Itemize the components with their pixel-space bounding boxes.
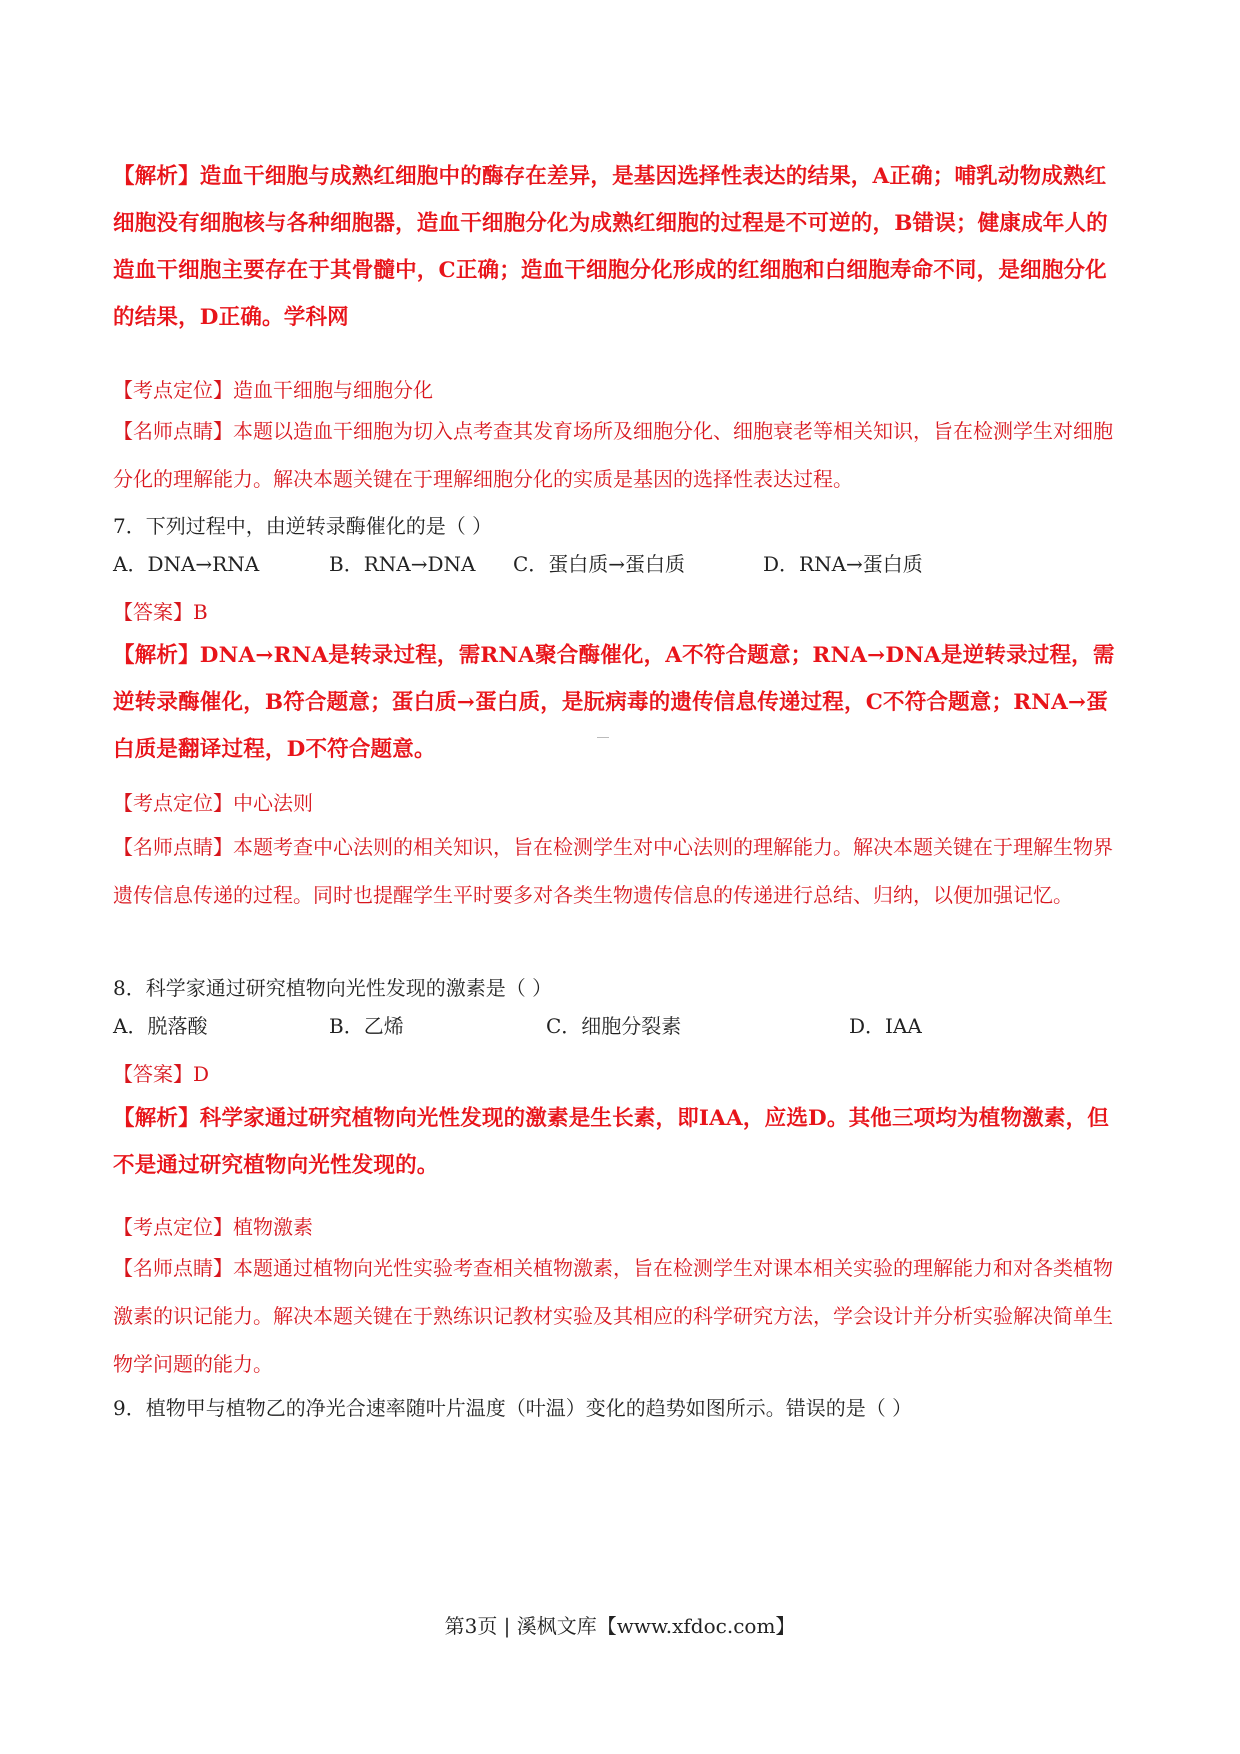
mingshi-tag: 【名师点睛】 (113, 835, 233, 859)
q7-question-block (113, 502, 1128, 550)
kaodian-tag: 【考点定位】 (113, 791, 233, 815)
q8-options (113, 1010, 1128, 1054)
answer-tag: 【答案】 (113, 1062, 193, 1086)
answer-tag: 【答案】 (113, 600, 193, 624)
mingshi-tag: 【名师点睛】 (113, 419, 233, 443)
q7-question: 7．下列过程中，由逆转录酶催化的是（ ） (113, 514, 493, 538)
q7-answer (113, 588, 1128, 636)
q8-option-d: D．IAA (849, 1014, 922, 1038)
q8-option-b: B．乙烯 (329, 1014, 404, 1038)
mingshi-tag: 【名师点睛】 (113, 1256, 233, 1280)
divider-mark (597, 737, 609, 738)
q7-option-a: A．DNA→RNA (113, 552, 260, 576)
q8-analysis-block (113, 1095, 1128, 1189)
q7-analysis: 【解析】DNA→RNA是转录过程，需RNA聚合酶催化，A不符合题意；RNA→DNA是逆转录过程，需逆转录酶催化，B符合题意；蛋白质→蛋白质，是朊病毒的遗传信息传递过程，C不符合题意；RNA→蛋白质是翻译过程，D不符合题意。 (113, 643, 1115, 762)
q8-analysis: 【解析】科学家通过研究植物向光性发现的激素是生长素，即IAA，应选D。其他三项均为植物激素，但不是通过研究植物向光性发现的。 (113, 1106, 1109, 1178)
q6-analysis: 【解析】造血干细胞与成熟红细胞中的酶存在差异，是基因选择性表达的结果，A正确；哺乳动物成熟红细胞没有细胞核与各种细胞器，造血干细胞分化为成熟红细胞的过程是不可逆的，B错误；健康成年人的造血干细胞主要存在于其骨髓中，C正确；造血干细胞分化形成的红细胞和白细胞寿命不同，是细胞分化的结果，D正确。学科网 (113, 164, 1108, 330)
q6-mingshi (113, 407, 1128, 503)
kaodian-text: 造血干细胞与细胞分化 (233, 378, 433, 402)
q7-option-c: C．蛋白质→蛋白质 (513, 552, 686, 576)
answer-value: B (193, 600, 208, 624)
q8-answer (113, 1050, 1128, 1098)
q8-option-c: C．细胞分裂素 (546, 1014, 682, 1038)
q8-option-a: A．脱落酸 (113, 1014, 208, 1038)
q7-option-d: D．RNA→蛋白质 (763, 552, 923, 576)
kaodian-tag: 【考点定位】 (113, 1215, 233, 1239)
q7-mingshi (113, 823, 1128, 919)
q9-question-block (113, 1384, 1128, 1432)
q7-kaodian (113, 779, 1128, 827)
q8-question: 8．科学家通过研究植物向光性发现的激素是（ ） (113, 976, 553, 1000)
mingshi-text: 本题以造血干细胞为切入点考查其发育场所及细胞分化、细胞衰老等相关知识，旨在检测学生对细胞分化的理解能力。解决本题关键在于理解细胞分化的实质是基因的选择性表达过程。 (113, 419, 1113, 491)
q8-question-block (113, 964, 1128, 1012)
q7-analysis-block (113, 632, 1128, 773)
kaodian-text: 植物激素 (233, 1215, 313, 1239)
page-footer: 第3页 | 溪枫文库【www.xfdoc.com】 (444, 1614, 796, 1638)
q7-option-b: B．RNA→DNA (329, 552, 476, 576)
q7-options (113, 548, 1128, 592)
q8-mingshi (113, 1244, 1128, 1388)
kaodian-text: 中心法则 (233, 791, 313, 815)
mingshi-text: 本题考查中心法则的相关知识，旨在检测学生对中心法则的理解能力。解决本题关键在于理解生物界遗传信息传递的过程。同时也提醒学生平时要多对各类生物遗传信息的传递进行总结、归纳，以便加强记忆。 (113, 835, 1113, 907)
answer-value: D (193, 1062, 210, 1086)
mingshi-text: 本题通过植物向光性实验考查相关植物激素，旨在检测学生对课本相关实验的理解能力和对各类植物激素的识记能力。解决本题关键在于熟练识记教材实验及其相应的科学研究方法，学会设计并分析实验解决简单生物学问题的能力。 (113, 1256, 1113, 1376)
q9-question: 9．植物甲与植物乙的净光合速率随叶片温度（叶温）变化的趋势如图所示。错误的是（ ） (113, 1396, 913, 1420)
kaodian-tag: 【考点定位】 (113, 378, 233, 402)
q6-analysis-block (113, 153, 1128, 341)
